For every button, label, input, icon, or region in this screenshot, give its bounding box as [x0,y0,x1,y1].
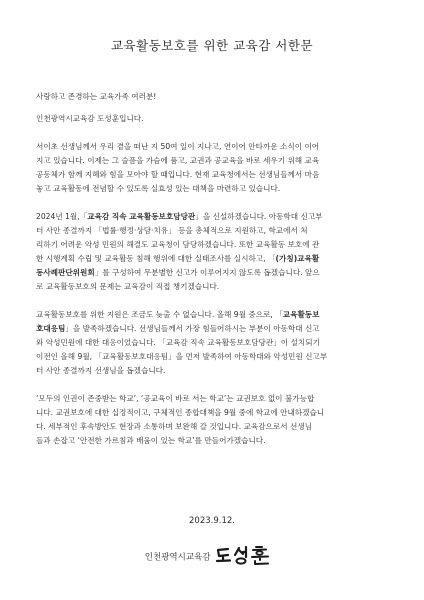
paragraph-line: 와 악성민원에 대한 대응이었습니다. 「교육감 직속 교육활동보호담당관」이 설치되기 [36,338,320,347]
paragraph-line: 터 사안 종결까지 「법률·행정·상담·치유」 등을 총체적으로 지원하고, 학교에서 처 [36,226,308,235]
text-run: 2024년 1월,「 [36,212,88,221]
paragraph-line: 다. 세부적인 후속방안도 현장과 소통하며 보완해 갈 것입니다. 교육감으로서 선생님 [36,422,312,431]
signature-block [0,544,424,569]
paragraph-line: 지고 있습니다. 이제는 그 슬픔을 가슴에 품고, 교권과 공교육을 바로 세우기 위해 교육 [36,156,320,165]
paragraph-line: 이전인 올해 9월, 「교육활동보호대응팀」을 먼저 발족하여 아동학대와 악성민원 신고부 [36,352,328,361]
greeting-line: 사랑하고 존경하는 교육가족 여러분! [36,92,157,101]
bold-run: 호대응팀 [36,324,66,333]
bold-run: 교육감 직속 교육활동보호담당관 [87,212,196,221]
text-run: 」를 구성하여 무분별한 신고가 이루어지지 않도록 돕겠습니다. 앞으 [94,268,320,277]
paragraph-line: 공동체가 함께 지혜와 힘을 모아야 할 때입니다. 현재 교육청에서는 선생님들께서 마음 [36,170,320,179]
paragraph-line: 터 사안 종결까지 선생님을 돕겠습니다. [36,366,166,375]
paragraph-line [36,252,390,266]
paragraph-line: 놓고 교육활동에 전념할 수 있도록 실효성 있는 대책을 마련하고 있습니다. [36,184,281,193]
bold-run: 교육활동보 [282,310,320,319]
handwritten-signature [215,544,279,569]
paragraph-line: 들과 손잡고 ‘안전한 가르침과 배움이 있는 학교’를 만들어가겠습니다. [36,436,266,445]
greeting-line: 인천광역시교육감 도성훈입니다. [36,114,144,123]
paragraph-line [36,322,390,336]
letter-title: 교육활동보호를 위한 교육감 서한문 [110,38,314,53]
paragraph-line [36,308,390,322]
text-run: 」을 발족하겠습니다. 선생님들께서 가장 힘들어하시는 부분이 아동학대 신고 [65,324,320,333]
paragraph-1 [36,140,390,196]
paragraph-line: 리하기 어려운 악성 민원의 해결도 교육청이 담당하겠습니다. 또한 교육활동 보호에 관 [36,240,320,249]
paragraph-4 [36,392,390,448]
text-run: 한 시행계획 수립 및 교육활동 침해 행위에 대한 실태조사를 실시하고, 「 [36,254,276,263]
text-run: 교육활동보호를 위한 지원은 조금도 늦출 수 없습니다. 올해 9월 중으로, 「 [36,310,283,319]
bold-run: 동사례판단위원회 [36,268,95,277]
paragraph-line: ‘모두의 인권이 존중받는 학교’, ‘공교육이 바로 서는 학교’는 교권보호 없이 불가능합 [36,394,315,403]
paragraph-3 [36,308,390,378]
signer-title: 인천광역시교육감 [144,552,211,563]
bold-run: (가칭)교육활 [275,254,320,263]
letter-body [36,90,390,448]
greeting [36,90,390,126]
paragraph-line [36,266,390,280]
paragraph-line: 로 교육활동보호의 문제는 교육감이 직접 챙기겠습니다. [36,282,220,291]
text-run: 」을 신설하겠습니다. 아동학대 신고부 [195,212,323,221]
letter-date: 2023.9.12. [189,516,235,526]
paragraph-line: 서이초 선생님께서 우리 곁을 떠난 지 50여 일이 지나고, 연이어 안타까운 소식이 이어 [36,142,320,151]
paragraph-2 [36,210,390,294]
paragraph-line: 니다. 교권보호에 대한 십정적이고, 구체적인 종합대책을 9월 중에 학교에 안내하겠습니 [36,408,325,417]
paragraph-line [36,210,390,224]
